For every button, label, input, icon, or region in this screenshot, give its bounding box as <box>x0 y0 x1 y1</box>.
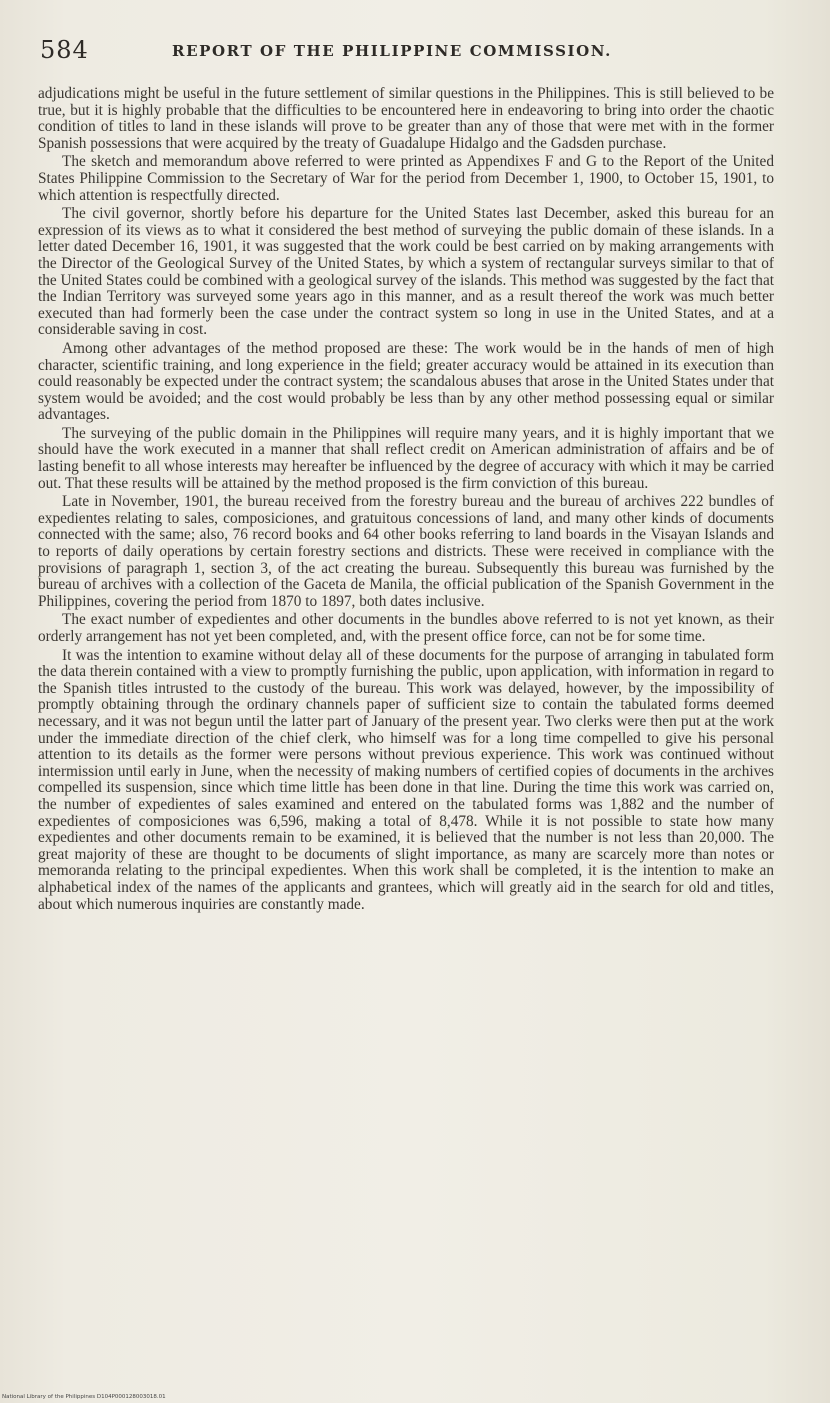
source-footer: National Library of the Philippines D104P000128003018.01 <box>2 1394 166 1400</box>
paragraph: The civil governor, shortly before his departure for the United States last December, asked this bureau for an expression of its views as to what it considered the best method of surveying the public domain of these islands. In a letter dated December 16, 1901, it was suggested that the work could be best carried on by making arrangements with the Director of the Geological Survey of the United States, by which a system of rectangular surveys similar to that of the United States could be combined with a geological survey of the islands. This method was suggested by the fact that the Indian Territory was surveyed some years ago in this manner, and as a result thereof the work was much better executed than had formerly been the case under the contract system so long in use in the United States, and at a considerable saving in cost. <box>38 205 774 339</box>
paragraph: The surveying of the public domain in the Philippines will require many years, and it is highly important that we should have the work executed in a manner that shall reflect credit on American administration of affairs and be of lasting benefit to all whose interests may hereafter be influenced by the degree of accuracy with which it may be carried out. That these results will be attained by the method proposed is the firm conviction of this bureau. <box>38 424 774 492</box>
body-text <box>38 86 774 915</box>
paragraph: adjudications might be useful in the future settlement of similar questions in the Philippines. This is still believed to be true, but it is highly probable that the difficulties to be encountered here in endeavoring to bring into order the chaotic condition of titles to land in these islands will prove to be greater than any of those that were met with in the former Spanish possessions that were acquired by the treaty of Guadalupe Hidalgo and the Gadsden purchase. <box>38 85 774 152</box>
paragraph: It was the intention to examine without delay all of these documents for the purpose of arranging in tabulated form the data therein contained with a view to promptly furnishing the public, upon application, with information in regard to the Spanish titles intrusted to the custody of the bureau. This work was delayed, however, by the impossibility of promptly obtaining through the ordinary channels paper of sufficient size to contain the tabulated forms deemed necessary, and it was not begun until the latter part of January of the present year. Two clerks were then put at the work under the immediate direction of the chief clerk, who himself was for a long time compelled to give his personal attention to its details as the former were persons without previous experience. This work was continued without intermission until early in June, when the necessity of making numbers of certified copies of documents in the archives compelled its suspension, since which time little has been done in that line. During the time this work was carried on, the number of expedientes of sales examined and entered on the tabulated forms was 1,882 and the number of expedientes of composiciones was 6,596, making a total of 8,478. While it is not possible to state how many expedientes and other documents remain to be examined, it is believed that the number is not less than 20,000. The great majority of these are thought to be documents of slight importance, as many are scarcely more than notes or memoranda relating to the principal expedientes. When this work shall be completed, it is the intention to make an alphabetical index of the names of the applicants and grantees, which will greatly aid in the search for old and titles, about which numerous inquiries are constantly made. <box>38 646 774 913</box>
paragraph: Late in November, 1901, the bureau received from the forestry bureau and the bureau of archives 222 bundles of expedientes relating to sales, composiciones, and gratuitous concessions of land, and many other kinds of documents connected with the same; also, 76 record books and 64 other books referring to land boards in the Visayan Islands and to reports of daily operations by certain forestry sections and districts. These were received in compliance with the provisions of paragraph 1, section 3, of the act creating the bureau. Subsequently this bureau was furnished by the bureau of archives with a collection of the Gaceta de Manila, the official publication of the Spanish Government in the Philippines, covering the period from 1870 to 1897, both dates inclusive. <box>38 493 774 610</box>
paragraph: The sketch and memorandum above referred to were printed as Appendixes F and G to the Report of the United States Philippine Commission to the Secretary of War for the period from December 1, 1900, to October 15, 1901, to which attention is respectfully directed. <box>38 153 774 204</box>
paragraph: The exact number of expedientes and other documents in the bundles above referred to is not yet known, as their orderly arrangement has not yet been completed, and, with the present office force, can not be for some time. <box>38 611 774 645</box>
page-number: 584 <box>40 36 89 64</box>
running-head: REPORT OF THE PHILIPPINE COMMISSION. <box>172 42 612 60</box>
paragraph: Among other advantages of the method proposed are these: The work would be in the hands of men of high character, scientific training, and long experience in the field; greater accuracy would be attained in its execution than could reasonably be expected under the contract system; the scandalous abuses that arose in the United States under that system would be avoided; and the cost would probably be less than by any other method possessing equal or similar advantages. <box>38 339 774 424</box>
page-header <box>40 36 790 66</box>
